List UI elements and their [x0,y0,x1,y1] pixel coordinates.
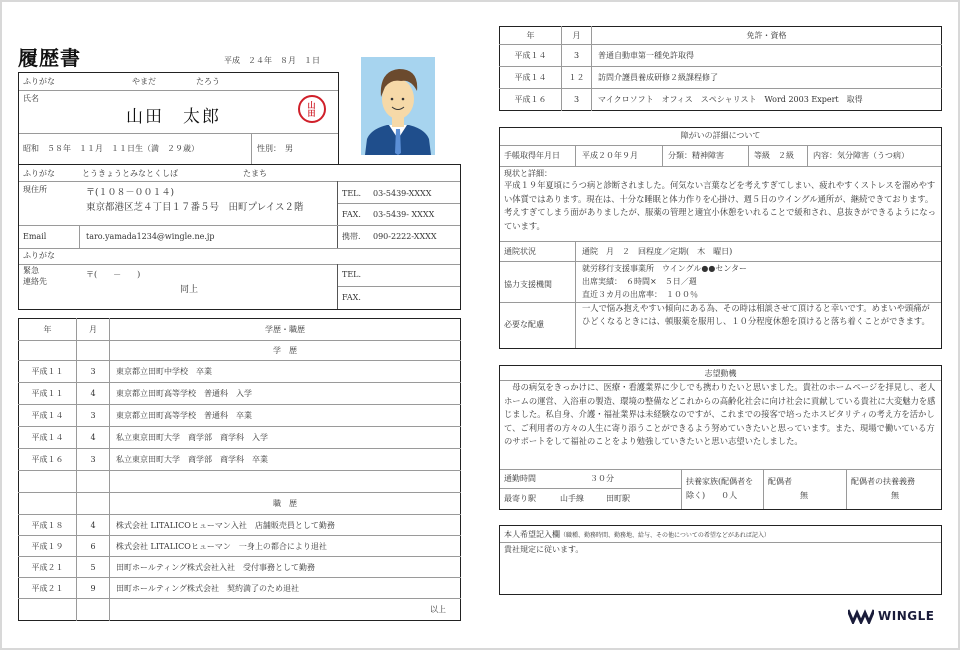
full-name: 山田 太郎 [126,107,221,127]
education-section-title: 学 歴 [110,341,461,361]
table-row [19,383,461,405]
support-line-2: 出席実績： ６時間× ５日／週 [582,277,697,286]
row-text: 東京都立田町中学校 卒業 [110,361,461,383]
row-text: 東京都立田町高等学校 普通科 卒業 [110,405,461,427]
row-text: 私立東京田町大学 商学部 商学科 入学 [110,427,461,449]
document-title: 履歴書 [18,46,81,70]
wingle-logo [848,608,934,624]
support-line-3: 直近３カ月の出席率： １００％ [582,290,698,299]
row-text: 田町ホールティング株式会社入社 受付事務として勤務 [110,557,461,578]
hospital-value: 通院 月 ２ 回程度／定期( 木 曜日) [582,247,733,256]
email-value: taro.yamada1234@wingle.ne.jp [86,232,215,241]
row-month: 3 [562,89,592,111]
gender: 性別： 男 [257,144,293,153]
station-line: 山手線 [560,494,584,503]
history-table [18,318,461,621]
requests-text: 貴社規定に従います。 [504,545,584,554]
row-month: 3 [562,45,592,67]
commute-value: ３０分 [590,474,614,483]
license-header-month: 月 [562,27,592,45]
emergency-furigana-label: ふりがな [23,251,55,260]
row-month: 9 [77,578,110,599]
dependents-line-1: 扶養家族(配偶者を [686,477,754,486]
wingle-logo-icon [848,608,874,624]
furigana-mei: たろう [196,77,220,86]
address-label: 現住所 [23,185,47,194]
tel-label: TEL. [342,189,362,198]
hospital-label: 通院状況 [504,247,536,256]
row-year: 平成１４ [500,45,562,67]
row-year: 平成１６ [500,89,562,111]
disability-content: 内容：気分障害（うつ病） [813,151,909,160]
disability-grade: 等級 ２級 [754,151,794,160]
tel-value: 03-5439-XXXX [373,189,432,198]
handbook-date: 平成２０年９月 [582,151,638,160]
care-label: 必要な配慮 [504,320,544,329]
row-year: 平成２１ [19,578,77,599]
row-text: 東京都立田町高等学校 普通科 入学 [110,383,461,405]
emergency-label-2: 連絡先 [23,277,47,286]
requests-label-text: 本人希望記入欄 [504,530,560,539]
table-row [19,536,461,557]
care-text: 一人で悩み抱えやすい傾向にある為、その時は相談させて頂けると幸いです。めまいや頭痛がひどくなるときには、頓服薬を服用し、１０分程度休憩を頂けると落ち着くことができます。 [582,303,930,326]
row-month: １２ [562,67,592,89]
col-header-history: 学歴・職歴 [110,319,461,341]
support-label: 協力支援機関 [504,280,552,289]
station-label: 最寄り駅 [504,494,536,503]
row-text: 株式会社 LITALICOヒューマン入社 店舗販売員として勤務 [110,515,461,536]
spouse-value: 無 [800,491,808,500]
spouse-support-label: 配偶者の扶養義務 [851,477,915,486]
mobile-value: 090-2222-XXXX [373,232,437,241]
row-month: 4 [77,515,110,536]
work-section-title: 職 歴 [110,493,461,515]
table-row [19,515,461,536]
email-label: Email [23,232,47,241]
row-month: 3 [77,449,110,471]
emergency-fax-label: FAX. [342,293,361,302]
table-row [19,578,461,599]
support-line-1: 就労移行支援事業所 ウイングル●●センター [582,264,747,273]
hanko-seal-icon [298,95,326,123]
requests-label [504,530,770,540]
row-month: 4 [77,427,110,449]
id-photo [361,57,435,155]
detail-label: 現状と詳細： [504,169,552,178]
motivation-text: 母の病気をきっかけに、医療・看護業界に少しでも携わりたいと思いました。貴社のホームページを拝見し、老人ホームの運営、入浴車の製造、環境の整備などこれからの高齢化社会に向け社会に貢献している貴社に大変魅力を感じました。私自身、介護・福祉業界は未経験なのですが、これまでの接客で培ったホスピタリティの考え方を活かして、ご利用者の方々の人生に寄り添うことができるよう努めていきたいと思っています。また、現場で働いている方のサポートをして福祉のことをより勉強していきたいと思い志望いたしました。 [504,382,936,446]
emergency-address: 同上 [180,285,199,295]
row-text: 私立東京田町大学 商学部 商学科 卒業 [110,449,461,471]
row-year: 平成１８ [19,515,77,536]
table-row [500,67,942,89]
row-year: 平成１１ [19,361,77,383]
requests-hint: （職種、勤務時間、勤務地、給与、その他についての希望などがあれば記入） [560,532,770,539]
document-date: 平成 ２４年 ８月 １日 [224,56,320,65]
row-month: 6 [77,536,110,557]
table-row [19,449,461,471]
address-furigana-label: ふりがな [23,169,55,178]
license-header-title: 免許・資格 [592,27,942,45]
row-year: 平成２１ [19,557,77,578]
address-furigana-2: たまち [243,169,267,178]
spouse-label: 配偶者 [768,477,792,486]
table-row [19,557,461,578]
row-month: 3 [77,405,110,427]
row-month: 3 [77,361,110,383]
licenses-table [499,26,942,111]
col-header-month: 月 [77,319,110,341]
disability-title: 障がいの詳細について [680,131,761,140]
row-text: マイクロソフト オフィス スペシャリスト Word 2003 Expert 取得 [592,89,942,111]
motivation-title: 志望動機 [704,369,737,378]
emergency-postal: 〒( － ) [86,270,141,279]
table-row [19,361,461,383]
birth-date: 昭和 ５８年 １１月 １１日生（満 ２９歳） [23,144,199,153]
row-year: 平成１４ [19,405,77,427]
fax-label: FAX. [342,210,361,219]
wingle-logo-text: WINGLE [878,609,935,623]
furigana-label: ふりがな [23,77,55,86]
col-header-year: 年 [19,319,77,341]
dependents-line-2: 除く) ０人 [686,491,738,500]
table-row [19,427,461,449]
row-text: 田町ホールティング株式会社 契約満了のため退社 [110,578,461,599]
seal-text: 山田 [307,101,317,117]
address-furigana: とうきょうとみなとくしば [82,169,178,178]
table-row [500,89,942,111]
mobile-label: 携帯. [342,232,361,241]
emergency-tel-label: TEL. [342,270,362,279]
row-year: 平成１１ [19,383,77,405]
table-row [19,405,461,427]
row-month: 5 [77,557,110,578]
fax-value: 03-5439- XXXX [373,210,435,219]
row-text: 株式会社 LITALICOヒューマン 一身上の都合により退社 [110,536,461,557]
commute-label: 通勤時間 [504,474,536,483]
spouse-support-value: 無 [891,491,899,500]
detail-text: 平成１９年夏頃にうつ病と診断されました。何気ない言葉などを考えすぎてしまい、疲れやすくストレスを溜めやすい体質ではあります。現在は、十分な睡眠と体力作りを心掛け、週５日のウイングル通所が、継続できております。考えすぎてしまう面がありましたが、服薬の管理と適宜小休憩をいれることで緩和され、息抜きができるようになっています。 [504,180,936,231]
postal-code: 〒(１０８－００１４) [86,188,175,198]
row-year: 平成１６ [19,449,77,471]
history-end-marker: 以上 [110,599,461,621]
row-month: 4 [77,383,110,405]
row-text: 訪問介護員養成研修２級課程修了 [592,67,942,89]
handbook-label: 手帳取得年月日 [504,151,560,160]
person-avatar-icon [361,57,435,155]
row-year: 平成１９ [19,536,77,557]
license-header-year: 年 [500,27,562,45]
emergency-label-1: 緊急 [23,266,39,275]
furigana-sei: やまだ [132,77,156,86]
address-line: 東京都港区芝４丁目１７番５号 田町プレイス２階 [86,202,304,213]
row-text: 普通自動車第一種免許取得 [592,45,942,67]
name-label: 氏名 [23,94,39,103]
row-year: 平成１４ [19,427,77,449]
table-row [500,45,942,67]
station-value: 田町駅 [606,494,630,503]
disability-category: 分類：精神障害 [668,151,724,160]
row-year: 平成１４ [500,67,562,89]
